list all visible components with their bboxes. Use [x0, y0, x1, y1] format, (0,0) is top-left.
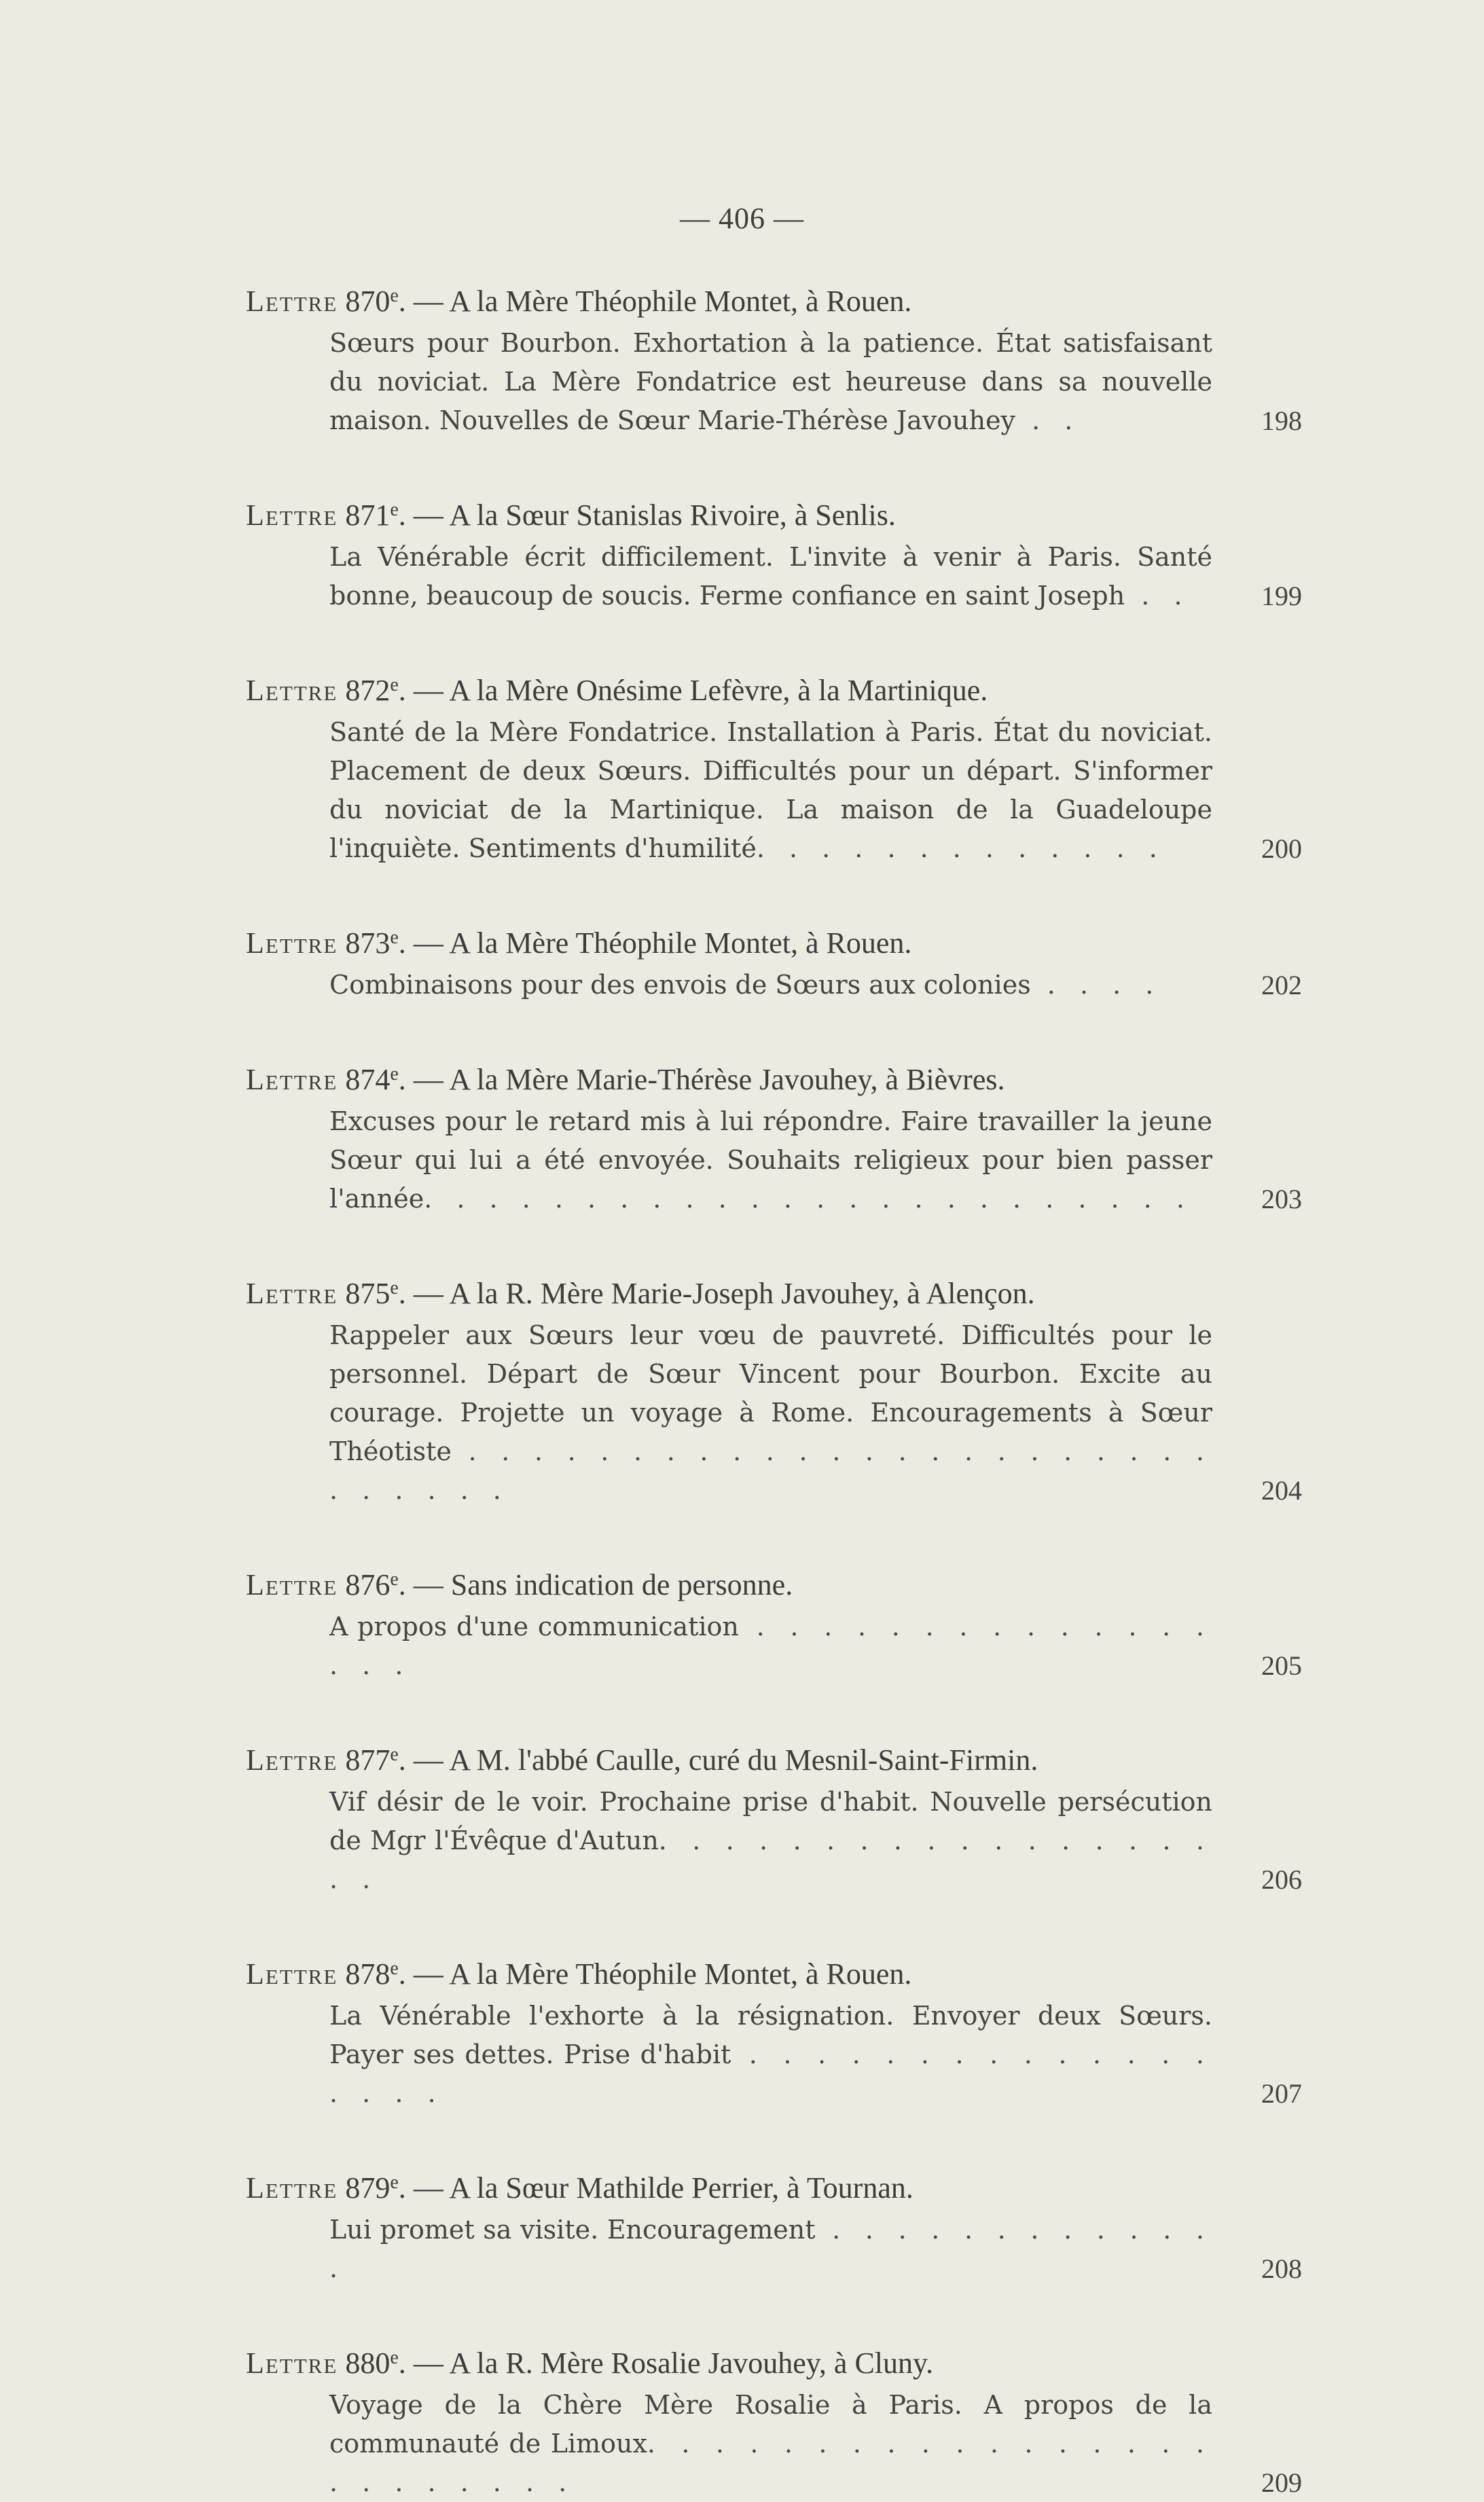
letter-recipient: . — A la Mère Théophile Montet, à Rouen.: [398, 926, 912, 960]
entry-summary: [329, 966, 1212, 1004]
lettre-label: Lettre: [246, 1063, 338, 1096]
letter-entry: [246, 917, 1302, 1004]
entry-heading: [246, 917, 1302, 959]
letter-entry: [246, 489, 1302, 615]
letter-entry: [246, 2162, 1302, 2288]
letter-recipient: . — A la R. Mère Rosalie Javouhey, à Cluny.: [398, 2346, 934, 2380]
letter-entry: [246, 275, 1302, 440]
entry-heading: [246, 2337, 1302, 2379]
entry-summary: [329, 324, 1212, 440]
summary-text: Vif désir de le voir. Prochaine prise d'habit. Nouvelle persécution de Mgr l'Évêque d'Autun: [329, 1787, 1212, 1855]
lettre-label: Lettre: [246, 2346, 338, 2380]
entry-page-number: 204: [1261, 1475, 1302, 1506]
letter-entry: [246, 1559, 1302, 1685]
entry-page-number: 207: [1261, 2078, 1302, 2109]
letter-recipient: . — A la Mère Théophile Montet, à Rouen.: [398, 285, 912, 318]
summary-text: A propos d'une communication: [329, 1612, 739, 1642]
letter-entry: [246, 1053, 1302, 1218]
entry-heading: [246, 1948, 1302, 1990]
entry-summary: [329, 538, 1212, 615]
letter-recipient: . — A M. l'abbé Caulle, curé du Mesnil-Saint-Firmin.: [398, 1743, 1038, 1777]
lettre-label: Lettre: [246, 1277, 338, 1310]
letter-number-suffix: e: [390, 285, 399, 306]
lettre-label: Lettre: [246, 1568, 338, 1601]
entry-heading: [246, 275, 1302, 317]
dot-leader: . . . . . . . . . . . . .: [329, 2215, 1212, 2283]
letter-number: 876: [345, 1568, 391, 1601]
letter-recipient: . — A la Sœur Mathilde Perrier, à Tournan.: [398, 2171, 913, 2205]
letter-entry: [246, 1948, 1302, 2113]
table-of-contents: [246, 275, 1302, 2502]
letter-number: 874: [345, 1063, 391, 1096]
letter-entry: [246, 1734, 1302, 1899]
letter-number: 875: [345, 1277, 391, 1310]
lettre-label: Lettre: [246, 1743, 338, 1777]
summary-text: Excuses pour le retard mis à lui répondre. Faire travailler la jeune Sœur qui lui a été envoyée. Souhaits religieux pour bien passer l'année: [329, 1106, 1212, 1214]
letter-number-suffix: e: [390, 1569, 399, 1590]
entry-page-number: 202: [1261, 970, 1302, 1000]
dot-leader: . . . . . . . . . . . . . . . . . . .: [329, 1826, 1212, 1894]
entry-summary: [329, 1316, 1212, 1510]
summary-text: La Vénérable l'exhorte à la résignation. Envoyer deux Sœurs. Payer ses dettes. Prise d'habit: [329, 2001, 1212, 2069]
letter-recipient: . — A la R. Mère Marie-Joseph Javouhey, à Alençon.: [398, 1277, 1035, 1310]
letter-entry: [246, 2337, 1302, 2502]
letter-number: 870: [345, 285, 391, 318]
entry-summary: [329, 1102, 1212, 1218]
letter-number-suffix: e: [390, 2172, 399, 2193]
letter-recipient: . — A la Sœur Stanislas Rivoire, à Senlis.: [398, 498, 896, 532]
summary-text: Voyage de la Chère Mère Rosalie à Paris. A propos de la communauté de Limoux: [329, 2390, 1212, 2459]
summary-text: Lui promet sa visite. Encouragement: [329, 2215, 816, 2245]
entry-summary: [329, 1783, 1212, 1899]
entry-page-number: 200: [1261, 833, 1302, 864]
letter-recipient: . — A la Mère Théophile Montet, à Rouen.: [398, 1957, 912, 1991]
summary-text: Sœurs pour Bourbon. Exhortation à la patience. État satisfaisant du noviciat. La Mère Fondatrice est heureuse dans sa nouvelle maison. Nouvelles de Sœur Marie-Thérèse Javouhey: [329, 328, 1212, 435]
entry-heading: [246, 489, 1302, 531]
entry-heading: [246, 1267, 1302, 1309]
lettre-label: Lettre: [246, 1957, 338, 1991]
letter-number-suffix: e: [390, 674, 399, 695]
entry-page-number: 203: [1261, 1184, 1302, 1214]
entry-page-number: 206: [1261, 1864, 1302, 1895]
dot-leader: . . . . . . . . . . . . .: [756, 833, 1165, 863]
letter-recipient: . — Sans indication de personne.: [398, 1568, 793, 1601]
letter-number-suffix: e: [390, 1277, 399, 1299]
letter-number-suffix: e: [390, 1958, 399, 1979]
letter-entry: [246, 664, 1302, 868]
entry-heading: [246, 1559, 1302, 1601]
letter-number: 878: [345, 1957, 391, 1991]
entry-page-number: 199: [1261, 581, 1302, 611]
letter-number: 877: [345, 1743, 391, 1777]
entry-summary: [329, 1608, 1212, 1685]
letter-number-suffix: e: [390, 2347, 399, 2368]
letter-number: 872: [345, 674, 391, 707]
dot-leader: . . . . . . . . . . . . . . . . . . . . . . . . . . . . .: [329, 1436, 1212, 1505]
dot-leader: . .: [1015, 405, 1081, 435]
lettre-label: Lettre: [246, 926, 338, 960]
letter-number-suffix: e: [390, 927, 399, 948]
entry-summary: [329, 713, 1212, 868]
entry-page-number: 208: [1261, 2253, 1302, 2284]
entry-page-number: 209: [1261, 2467, 1302, 2498]
entry-page-number: 205: [1261, 1650, 1302, 1681]
letter-recipient: . — A la Mère Onésime Lefèvre, à la Martinique.: [398, 674, 988, 707]
dot-leader: . . . . . . . . . . . . . . . . . .: [329, 2039, 1212, 2108]
entry-summary: [329, 2211, 1212, 2288]
entry-heading: [246, 2162, 1302, 2204]
summary-text: Combinaisons pour des envois de Sœurs aux colonies: [329, 970, 1031, 1000]
letter-number-suffix: e: [390, 1064, 399, 1085]
summary-text: La Vénérable écrit difficilement. L'invite à venir à Paris. Santé bonne, beaucoup de soucis. Ferme confiance en saint Joseph: [329, 542, 1212, 611]
entry-heading: [246, 1734, 1302, 1776]
lettre-label: Lettre: [246, 674, 338, 707]
entry-page-number: 198: [1261, 405, 1302, 436]
entry-summary: [329, 1997, 1212, 2113]
summary-text: Santé de la Mère Fondatrice. Installation à Paris. État du noviciat. Placement de deux Sœurs. Difficultés pour un départ. S'informer du noviciat de la Martinique. La maison de la Guadeloupe l'inquiète. Sentiments d'humilité: [329, 717, 1212, 863]
letter-number-suffix: e: [390, 1744, 399, 1765]
entry-heading: [246, 664, 1302, 706]
page-number: — 406 —: [680, 202, 804, 235]
letter-number: 871: [345, 498, 391, 532]
dot-leader: . . . .: [1030, 970, 1162, 1000]
letter-number-suffix: e: [390, 499, 399, 520]
dot-leader: . . . . . . . . . . . . . . . . . . . . . . . .: [424, 1184, 1193, 1214]
letter-number: 879: [345, 2171, 391, 2205]
letter-entry: [246, 1267, 1302, 1510]
letter-recipient: . — A la Mère Marie-Thérèse Javouhey, à Bièvres.: [398, 1063, 1005, 1096]
lettre-label: Lettre: [246, 2171, 338, 2205]
letter-number: 880: [345, 2346, 391, 2380]
letter-number: 873: [345, 926, 391, 960]
dot-leader: . .: [1125, 581, 1191, 611]
lettre-label: Lettre: [246, 498, 338, 532]
lettre-label: Lettre: [246, 285, 338, 318]
summary-text: Rappeler aux Sœurs leur vœu de pauvreté. Difficultés pour le personnel. Départ de Sœur Vincent pour Bourbon. Excite au courage. Projette un voyage à Rome. Encouragements à Sœur Théotiste: [329, 1320, 1212, 1466]
entry-heading: [246, 1053, 1302, 1095]
dot-leader: . . . . . . . . . . . . . . . . . . . . . . . . .: [329, 2429, 1212, 2497]
dot-leader: . . . . . . . . . . . . . . . . .: [329, 1612, 1212, 1680]
entry-summary: [329, 2386, 1212, 2502]
